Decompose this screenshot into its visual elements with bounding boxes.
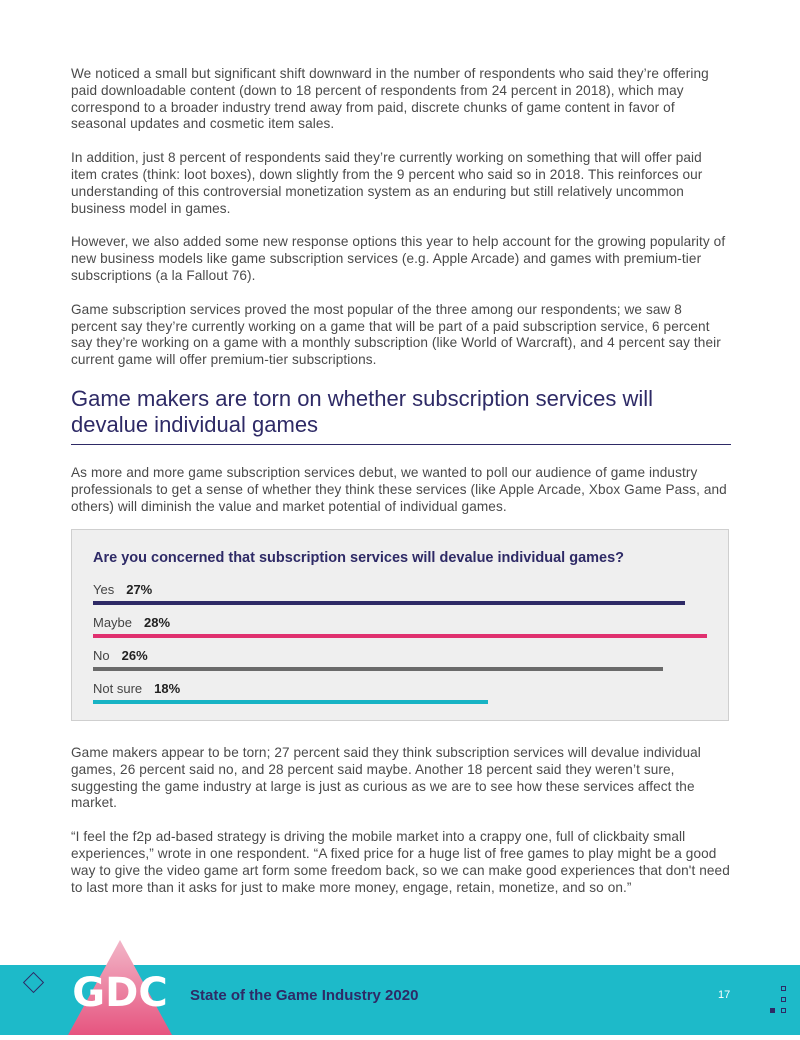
bar-label: Maybe [93,615,133,630]
bar [93,667,663,671]
bar [93,634,707,638]
bar-row-no [93,648,713,678]
bar-label: Not sure [93,681,143,696]
page-number: 17 [718,989,731,1001]
bar [93,601,685,605]
page-content-bottom [71,745,731,913]
paragraph: As more and more game subscription services debut, we wanted to poll our audience of game industry professionals to get a sense of whether they think these services (like Apple Arcade, Xbox Game Pass, and others) will diminish the value and market potential of individual games. [71,464,727,514]
gdc-logo-icon [60,938,180,1035]
paragraph: However, we also added some new response options this year to help account for the growing popularity of new business models like game subscription services (e.g. Apple Arcade) and games with premium-tier subscriptions (a la Fallout 76). [71,234,726,283]
bar-row-maybe [93,615,713,645]
paragraph: We noticed a small but significant shift downward in the number of respondents who said they’re offering paid downloadable content (down to 18 percent of respondents from 24 percent in 2018), which may correspond to a broader industry trend away from paid, discrete chunks of game content in favor of seasonal updates and cosmetic item sales. [71,66,709,132]
bar-value: 26% [121,648,148,663]
page-content [71,66,731,532]
bar [93,700,488,704]
section-heading: Game makers are torn on whether subscription services will devalue individual games [71,386,731,445]
bar-row-not-sure [93,681,713,711]
bar-label: No [93,648,110,663]
poll-chart [71,529,729,721]
page-nav-square-icon [781,986,786,991]
bar-value: 28% [144,615,171,630]
chart-title: Are you concerned that subscription services will devalue individual games? [93,550,625,566]
paragraph: Game subscription services proved the most popular of the three among our respondents; we saw 8 percent say they’re currently working on a game that will be part of a paid subscription service, 6 percent say they’re working on a game with a monthly subscription (like World of Warcraft), and 4 percent say their current game will offer premium-tier subscriptions. [71,301,721,368]
bar-value: 27% [126,582,153,597]
page-nav-square-icon [781,1008,786,1013]
paragraph: Game makers appear to be torn; 27 percent said they think subscription services will devalue individual games, 26 percent said no, and 28 percent said maybe. Another 18 percent said they weren’t sure, suggesting the game industry at large is just as curious as we are to see how these services affect the market. [71,745,701,811]
quote-paragraph: “I feel the f2p ad-based strategy is driving the mobile market into a crappy one, full of clickbaity small experiences,” wrote in one respondent. “A fixed price for a huge list of free games to play might be a good way to give the video game art form some freedom back, so we can make good experiences that don't need to last more than it asks for just to make more money, engage, retain, monetize, and so on.” [71,829,730,895]
svg-text:GDC: GDC [72,970,168,1016]
page-nav-square-filled-icon [770,1008,775,1013]
bar-row-yes [93,582,713,612]
gdc-logo [60,938,180,1035]
bar-value: 18% [154,681,181,696]
paragraph: In addition, just 8 percent of respondents said they’re currently working on something that will offer paid item crates (think: loot boxes), down slightly from the 9 percent who said so in 2018. This reinforces our understanding of this controversial monetization system as an enduring but still relatively uncommon business model in games. [71,150,703,216]
bar-label: Yes [93,582,115,597]
footer-title: State of the Game Industry 2020 [190,987,419,1004]
page-nav-square-icon [781,997,786,1002]
